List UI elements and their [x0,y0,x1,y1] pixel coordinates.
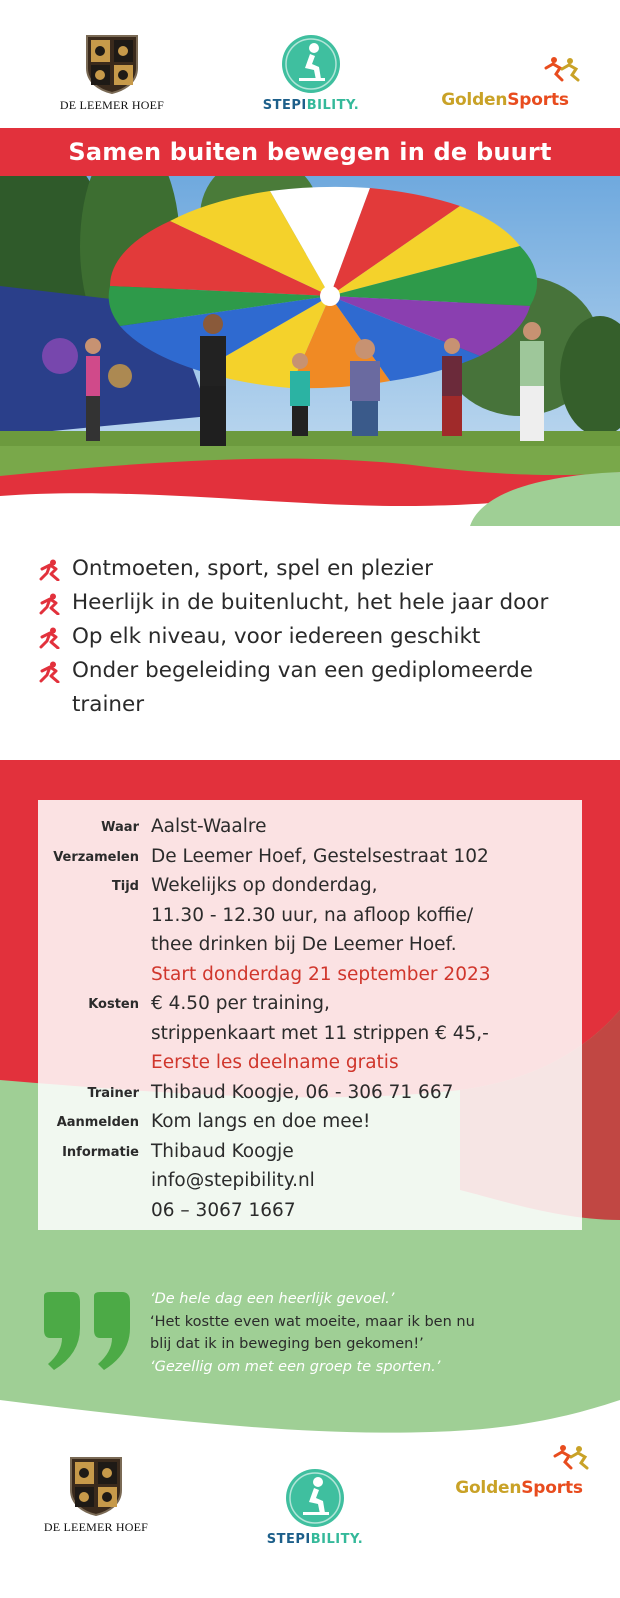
page-title: Samen buiten bewegen in de buurt [68,138,552,166]
info-label: Tijd [111,879,139,894]
list-item-continuation [38,688,598,722]
goldensports-name: GoldenSports [441,90,569,110]
list-item [38,552,598,586]
email-link[interactable]: info@stepibility.nl [151,1170,315,1191]
info-value: Wekelijks op donderdag, 11.30 - 12.30 uur, na afloop koffie/ thee drinken bij De Leemer Hoef. Start donderdag 21 september 2023 [151,871,581,989]
info-value: Thibaud Koogje, 06 - 306 71 667 [151,1081,454,1103]
list-item-text: Op elk niveau, voor iedereen geschikt [72,624,481,649]
info-label: Kosten [88,997,139,1012]
top-logo-row [0,0,620,128]
testimonial: ‘Het kostte even wat moeite, maar ik ben nu [150,1313,475,1330]
testimonial: ‘Gezellig om met een groep te sporten.’ [150,1358,441,1375]
stepibility-figure-icon [281,34,341,94]
goldensports-logo [444,1464,594,1498]
list-item [38,654,598,688]
stepibility-logo [256,1468,374,1547]
info-value: Thibaud Koogje info@stepibility.nl 06 – 3067 1667 [151,1137,581,1226]
shield-icon [85,34,139,94]
info-value: € 4.50 per training, strippenkaart met 11 strippen € 45,- Eerste les deelname gratis [151,989,581,1078]
info-label: Verzamelen [53,849,139,865]
goldensports-name: GoldenSports [455,1478,583,1498]
info-label: Trainer [87,1085,139,1101]
parachute-game-illustration [0,176,620,526]
runner-icon [38,593,64,615]
runners-icon [549,1444,589,1470]
list-item-text: Heerlijk in de buitenlucht, het hele jaar door [72,590,549,615]
bottom-logo-row [0,1420,620,1598]
info-label: Informatie [62,1144,139,1160]
shield-icon [69,1456,123,1516]
leemer-hoef-name: DE LEEMER HOEF [43,1520,149,1534]
info-label: Waar [101,820,139,835]
list-item-text: trainer [72,692,145,717]
title-band [0,128,620,176]
stepibility-logo [252,34,370,113]
list-item-text: Ontmoeten, sport, spel en plezier [72,556,433,581]
info-panel [38,800,582,1230]
testimonial: ‘De hele dag een heerlijk gevoel.’ [150,1291,395,1307]
hero-photo [0,176,620,526]
start-date-highlight: Start donderdag 21 september 2023 [151,963,491,985]
runner-icon [38,559,64,581]
phone-number: 06 – 3067 1667 [151,1199,296,1221]
testimonial-continuation: blij dat ik in beweging ben gekomen!’ [150,1336,424,1352]
feature-list [38,552,598,722]
info-value: Aalst-Waalre [151,816,267,837]
leemer-hoef-logo [52,34,172,113]
runner-icon [38,661,64,683]
free-lesson-highlight: Eerste les deelname gratis [151,1052,399,1073]
info-value: De Leemer Hoef, Gestelsestraat 102 [151,845,489,867]
list-item-text: Onder begeleiding van een gediplomeerde [72,658,534,683]
stepibility-figure-icon [285,1468,345,1528]
list-item [38,620,598,654]
info-value: Kom langs en doe mee! [151,1111,371,1132]
runner-icon [38,627,64,649]
leemer-hoef-logo [36,1456,156,1535]
quote-mark-icon [40,1292,136,1372]
info-label: Aanmelden [56,1115,139,1130]
list-item [38,586,598,620]
runners-icon [540,56,580,82]
stepibility-name: STEPIBILITY. [266,1532,364,1547]
leemer-hoef-name: DE LEEMER HOEF [59,98,165,112]
goldensports-logo [430,60,580,110]
stepibility-name: STEPIBILITY. [262,98,360,113]
testimonials [150,1288,610,1378]
